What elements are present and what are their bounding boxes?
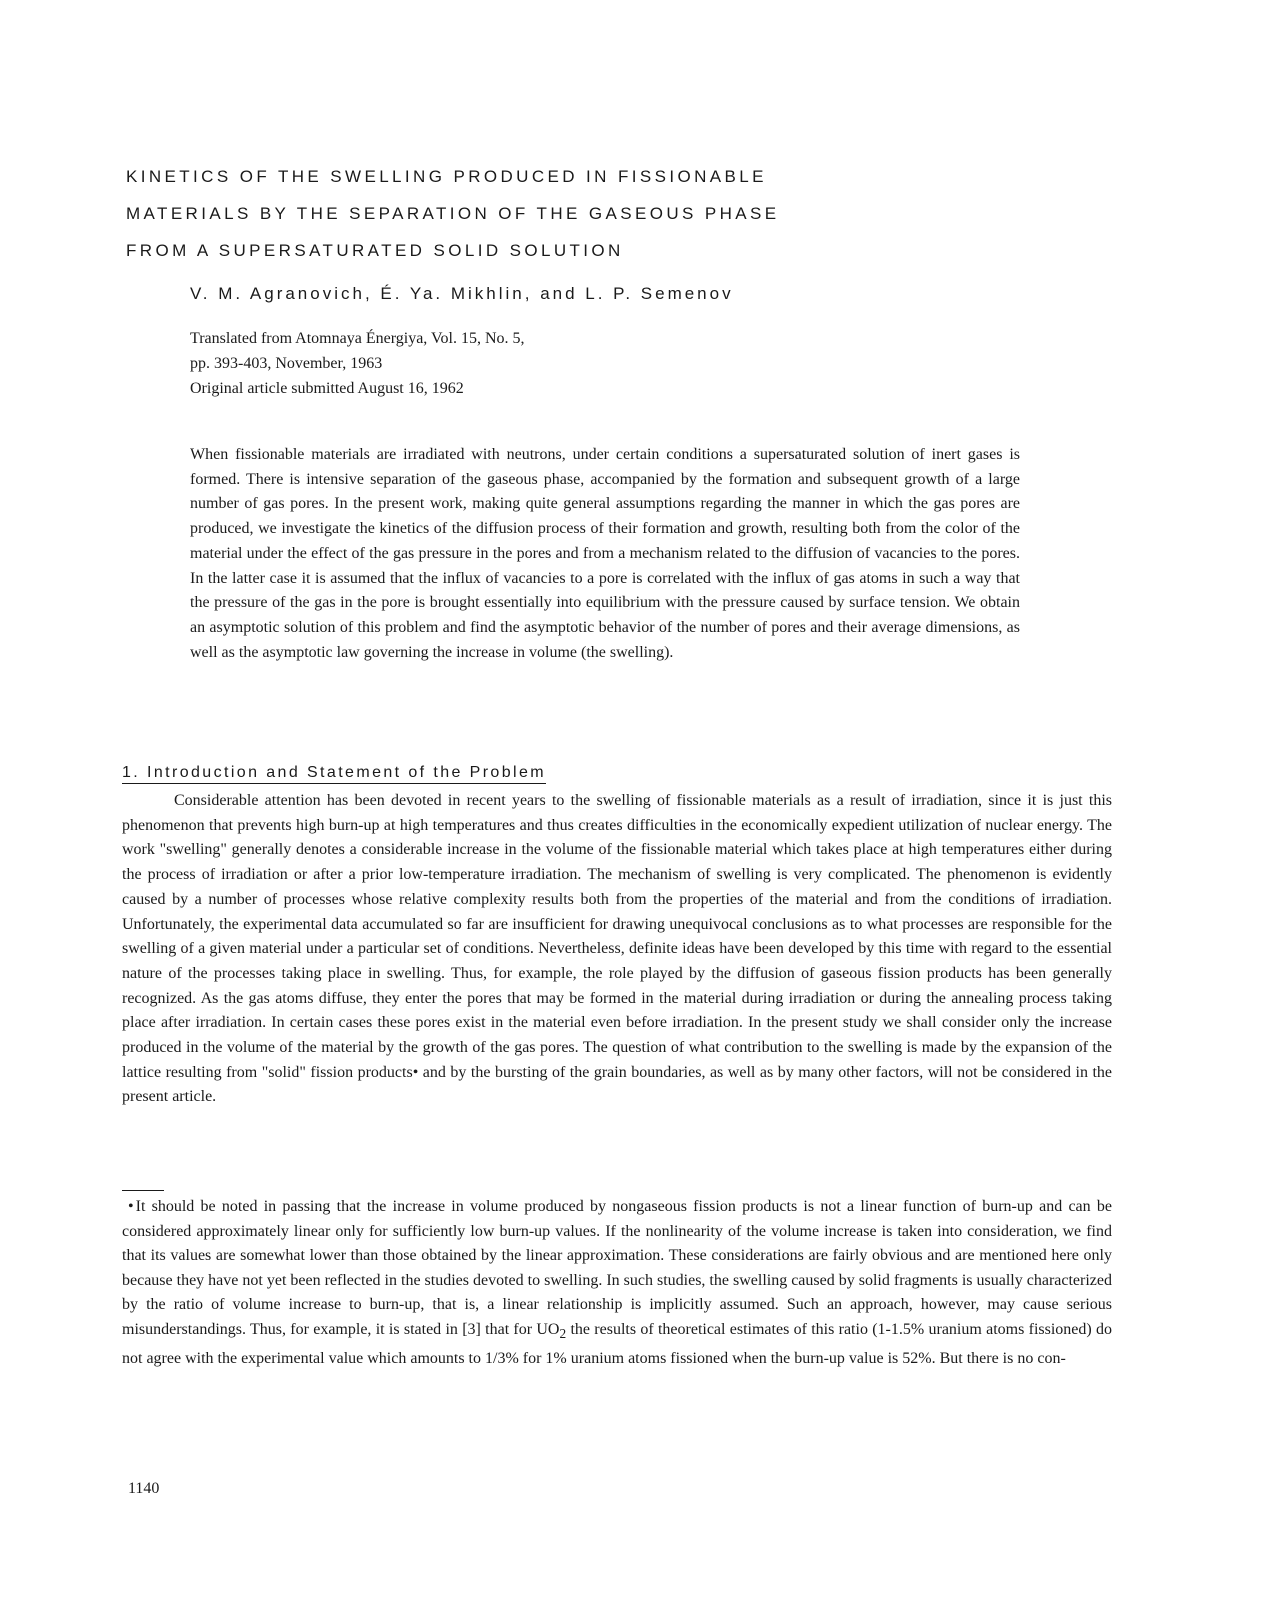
source-line: pp. 393-403, November, 1963: [190, 355, 383, 372]
title-line: MATERIALS BY THE SEPARATION OF THE GASEOUS PHASE: [126, 204, 780, 223]
footnote: [122, 1195, 1112, 1371]
title-line: FROM A SUPERSATURATED SOLID SOLUTION: [126, 241, 624, 260]
source-info: [190, 326, 525, 401]
page-number: 1140: [128, 1480, 160, 1497]
source-line: Translated from Atomnaya Énergiya, Vol. 15, No. 5,: [190, 330, 525, 347]
authors: V. M. Agranovich, É. Ya. Mikhlin, and L. P. Semenov: [190, 284, 734, 303]
section-heading: 1. Introduction and Statement of the Problem: [122, 764, 546, 784]
footnote-mark: •: [128, 1198, 134, 1215]
footnote-text-continued: the results of theoretical estimates of this ratio (1-1.5% uranium atoms fissioned) do not agree with the experimental value which amounts to 1/3% for 1% uranium atoms fissioned when the burn-up value is 52%. But there is no con-: [122, 1320, 1113, 1367]
abstract: When fissionable materials are irradiated with neutrons, under certain conditions a supersaturated solution of inert gases is formed. There is intensive separation of the gaseous phase, accompanied by the formation and subsequent growth of a large number of gas pores. In the present work, making quite general assumptions regarding the manner in which the gas pores are produced, we investigate the kinetics of the diffusion process of their formation and growth, resulting both from the color of the material under the effect of the gas pressure in the pores and from a mechanism related to the diffusion of vacancies to the pores. In the latter case it is assumed that the influx of vacancies to a pore is correlated with the influx of gas atoms in such a way that the pressure of the gas in the pore is brought essentially into equilibrium with the pressure caused by surface tension. We obtain an asymptotic solution of this problem and find the asymptotic behavior of the number of pores and their average dimensions, as well as the asymptotic law governing the increase in volume (the swelling).: [190, 446, 1020, 661]
body-paragraph: Considerable attention has been devoted in recent years to the swelling of fissionable materials as a result of irradiation, since it is just this phenomenon that prevents high burn-up at high temperatures and thus creates difficulties in the economically expedient utilization of nuclear energy. The work "swelling" generally denotes a considerable increase in the volume of the fissionable material which takes place at high temperatures either during the process of irradiation or after a prior low-temperature irradiation. The mechanism of swelling is very complicated. The phenomenon is evidently caused by a number of processes whose relative complexity results both from the properties of the material and from the conditions of irradiation. Unfortunately, the experimental data accumulated so far are insufficient for drawing unequivocal conclusions as to what processes are responsible for the swelling of a given material under a particular set of conditions. Nevertheless, definite ideas have been developed by this time with regard to the essential nature of the processes taking place in swelling. Thus, for example, the role played by the diffusion of gaseous fission products has been generally recognized. As the gas atoms diffuse, they enter the pores that may be formed in the material during irradiation or during the annealing process taking place after irradiation. In certain cases these pores exist in the material even before irradiation. In the present study we shall consider only the increase produced in the volume of the material by the growth of the gas pores. The question of what contribution to the swelling is made by the expansion of the lattice resulting from "solid" fission products• and by the bursting of the grain boundaries, as well as by many other factors, will not be considered in the present article.: [122, 792, 1112, 1106]
source-line: Original article submitted August 16, 1962: [190, 380, 464, 397]
footnote-rule: [122, 1190, 164, 1191]
footnote-subscript: 2: [559, 1326, 567, 1342]
title-line: KINETICS OF THE SWELLING PRODUCED IN FISSIONABLE: [126, 167, 767, 186]
article-title: [126, 158, 780, 269]
footnote-text: It should be noted in passing that the increase in volume produced by nongaseous fission products is not a linear function of burn-up and can be considered approximately linear only for sufficiently low burn-up values. If the nonlinearity of the volume increase is taken into consideration, we find that its values are somewhat lower than those obtained by the linear approximation. These considerations are fairly obvious and are mentioned here only because they have not yet been reflected in the studies devoted to swelling. In such studies, the swelling caused by solid fragments is usually characterized by the ratio of volume increase to burn-up, that is, a linear relationship is implicitly assumed. Such an approach, however, may cause serious misunderstandings. Thus, for example, it is stated in [3] that for UO: [122, 1198, 1112, 1338]
